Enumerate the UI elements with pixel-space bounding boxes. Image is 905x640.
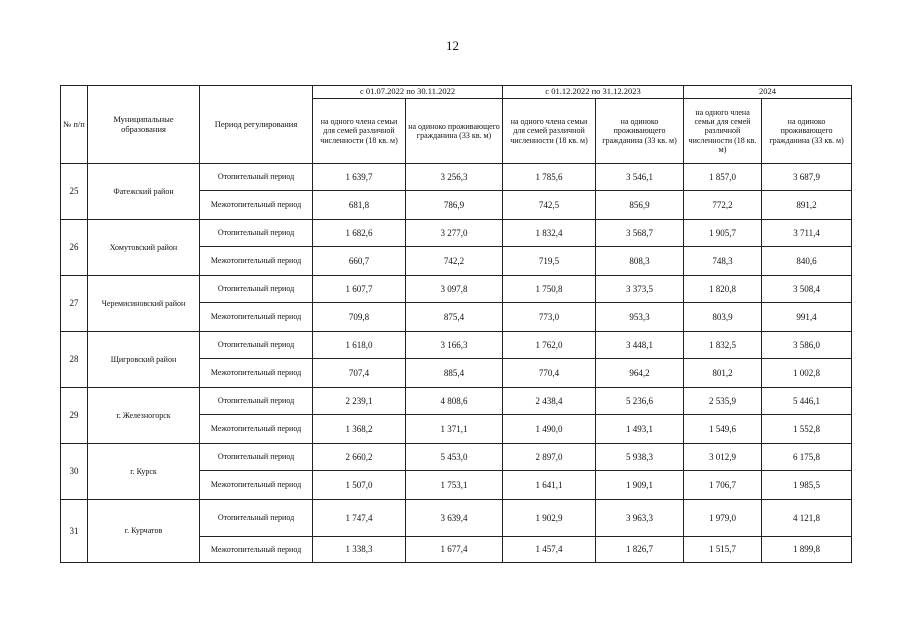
value-cell: 707,4: [313, 359, 406, 388]
value-cell: 3 586,0: [762, 332, 852, 359]
value-cell: 4 808,6: [406, 388, 503, 415]
period-label-heating: Отопительный период: [200, 500, 313, 537]
municipality-name: Фатежский район: [88, 164, 200, 220]
table-row: [61, 220, 852, 247]
value-cell: 891,2: [762, 191, 852, 220]
value-cell: 1 607,7: [313, 276, 406, 303]
table-row: [61, 444, 852, 471]
value-cell: 1 639,7: [313, 164, 406, 191]
value-cell: 3 166,3: [406, 332, 503, 359]
value-cell: 1 677,4: [406, 537, 503, 563]
value-cell: 803,9: [684, 303, 762, 332]
value-cell: 5 446,1: [762, 388, 852, 415]
value-cell: 953,3: [596, 303, 684, 332]
value-cell: 1 826,7: [596, 537, 684, 563]
value-cell: 3 373,5: [596, 276, 684, 303]
value-cell: 660,7: [313, 247, 406, 276]
period-label-interheating: Межотопительный период: [200, 247, 313, 276]
value-cell: 1 549,6: [684, 415, 762, 444]
table-row: [61, 388, 852, 415]
municipality-name: Хомутовский район: [88, 220, 200, 276]
table-row: [61, 332, 852, 359]
page-number: 12: [446, 38, 459, 53]
value-cell: 772,2: [684, 191, 762, 220]
period-label-heating: Отопительный период: [200, 164, 313, 191]
value-cell: 1 905,7: [684, 220, 762, 247]
row-number: 30: [61, 444, 88, 500]
period-label-heating: Отопительный период: [200, 332, 313, 359]
value-cell: 1 857,0: [684, 164, 762, 191]
value-cell: 1 457,4: [503, 537, 596, 563]
value-cell: 1 909,1: [596, 471, 684, 500]
value-cell: 1 762,0: [503, 332, 596, 359]
value-cell: 719,5: [503, 247, 596, 276]
period-label-interheating: Межотопительный период: [200, 471, 313, 500]
value-cell: 2 897,0: [503, 444, 596, 471]
value-cell: 709,8: [313, 303, 406, 332]
value-cell: 1 706,7: [684, 471, 762, 500]
tariff-table: [60, 85, 852, 563]
value-cell: 4 121,8: [762, 500, 852, 537]
value-cell: 2 239,1: [313, 388, 406, 415]
municipality-name: г. Курск: [88, 444, 200, 500]
value-cell: 6 175,8: [762, 444, 852, 471]
value-cell: 5 236,6: [596, 388, 684, 415]
value-cell: 770,4: [503, 359, 596, 388]
header-period-1: с 01.07.2022 по 30.11.2022: [313, 86, 503, 99]
value-cell: 1 641,1: [503, 471, 596, 500]
municipality-name: Черемисиновский район: [88, 276, 200, 332]
value-cell: 3 097,8: [406, 276, 503, 303]
value-cell: 3 568,7: [596, 220, 684, 247]
value-cell: 1 371,1: [406, 415, 503, 444]
value-cell: 3 256,3: [406, 164, 503, 191]
header-single: на одиноко проживающего гражданина (33 кв. м): [762, 99, 852, 164]
value-cell: 1 368,2: [313, 415, 406, 444]
table-row: [61, 276, 852, 303]
value-cell: 1 785,6: [503, 164, 596, 191]
value-cell: 1 682,6: [313, 220, 406, 247]
header-regulation-period: Период регулирования: [200, 86, 313, 164]
table-row: [61, 164, 852, 191]
value-cell: 742,5: [503, 191, 596, 220]
header-single: на одиноко проживающего гражданина (33 кв. м): [406, 99, 503, 164]
value-cell: 5 453,0: [406, 444, 503, 471]
municipality-name: Щигровский район: [88, 332, 200, 388]
value-cell: 875,4: [406, 303, 503, 332]
value-cell: 1 493,1: [596, 415, 684, 444]
value-cell: 3 277,0: [406, 220, 503, 247]
value-cell: 3 448,1: [596, 332, 684, 359]
value-cell: 1 832,5: [684, 332, 762, 359]
value-cell: 1 902,9: [503, 500, 596, 537]
header-municipality: Муниципальные образования: [88, 86, 200, 164]
value-cell: 786,9: [406, 191, 503, 220]
row-number: 28: [61, 332, 88, 388]
value-cell: 1 002,8: [762, 359, 852, 388]
value-cell: 1 979,0: [684, 500, 762, 537]
value-cell: 1 490,0: [503, 415, 596, 444]
header-single: на одиноко проживающего гражданина (33 кв. м): [596, 99, 684, 164]
value-cell: 1 985,5: [762, 471, 852, 500]
header-family: на одного члена семьи для семей различной численности (18 кв. м): [684, 99, 762, 164]
value-cell: 3 963,3: [596, 500, 684, 537]
value-cell: 681,8: [313, 191, 406, 220]
value-cell: 856,9: [596, 191, 684, 220]
value-cell: 1 753,1: [406, 471, 503, 500]
row-number: 26: [61, 220, 88, 276]
header-family: на одного члена семьи для семей различной численности (18 кв. м): [503, 99, 596, 164]
value-cell: 5 938,3: [596, 444, 684, 471]
value-cell: 991,4: [762, 303, 852, 332]
table-row: [61, 500, 852, 537]
period-label-heating: Отопительный период: [200, 444, 313, 471]
value-cell: 1 338,3: [313, 537, 406, 563]
value-cell: 3 508,4: [762, 276, 852, 303]
municipality-name: г. Курчатов: [88, 500, 200, 563]
header-period-3: 2024: [684, 86, 852, 99]
value-cell: 1 507,0: [313, 471, 406, 500]
value-cell: 3 639,4: [406, 500, 503, 537]
row-number: 29: [61, 388, 88, 444]
value-cell: 808,3: [596, 247, 684, 276]
value-cell: 1 747,4: [313, 500, 406, 537]
value-cell: 1 552,8: [762, 415, 852, 444]
period-label-heating: Отопительный период: [200, 388, 313, 415]
period-label-heating: Отопительный период: [200, 220, 313, 247]
value-cell: 773,0: [503, 303, 596, 332]
header-family: на одного члена семьи для семей различной численности (18 кв. м): [313, 99, 406, 164]
municipality-name: г. Железногорск: [88, 388, 200, 444]
value-cell: 1 750,8: [503, 276, 596, 303]
value-cell: 964,2: [596, 359, 684, 388]
value-cell: 1 618,0: [313, 332, 406, 359]
value-cell: 801,2: [684, 359, 762, 388]
period-label-interheating: Межотопительный период: [200, 191, 313, 220]
value-cell: 742,2: [406, 247, 503, 276]
value-cell: 885,4: [406, 359, 503, 388]
value-cell: 3 012,9: [684, 444, 762, 471]
value-cell: 1 820,8: [684, 276, 762, 303]
value-cell: 2 660,2: [313, 444, 406, 471]
value-cell: 3 687,9: [762, 164, 852, 191]
row-number: 27: [61, 276, 88, 332]
value-cell: 1 515,7: [684, 537, 762, 563]
period-label-heating: Отопительный период: [200, 276, 313, 303]
value-cell: 840,6: [762, 247, 852, 276]
period-label-interheating: Межотопительный период: [200, 303, 313, 332]
value-cell: 1 899,8: [762, 537, 852, 563]
value-cell: 3 546,1: [596, 164, 684, 191]
value-cell: 1 832,4: [503, 220, 596, 247]
value-cell: 2 535,9: [684, 388, 762, 415]
header-no: № п/п: [61, 86, 88, 164]
row-number: 25: [61, 164, 88, 220]
value-cell: 748,3: [684, 247, 762, 276]
period-label-interheating: Межотопительный период: [200, 359, 313, 388]
row-number: 31: [61, 500, 88, 563]
period-label-interheating: Межотопительный период: [200, 415, 313, 444]
value-cell: 3 711,4: [762, 220, 852, 247]
value-cell: 2 438,4: [503, 388, 596, 415]
header-period-2: с 01.12.2022 по 31.12.2023: [503, 86, 684, 99]
period-label-interheating: Межотопительный период: [200, 537, 313, 563]
